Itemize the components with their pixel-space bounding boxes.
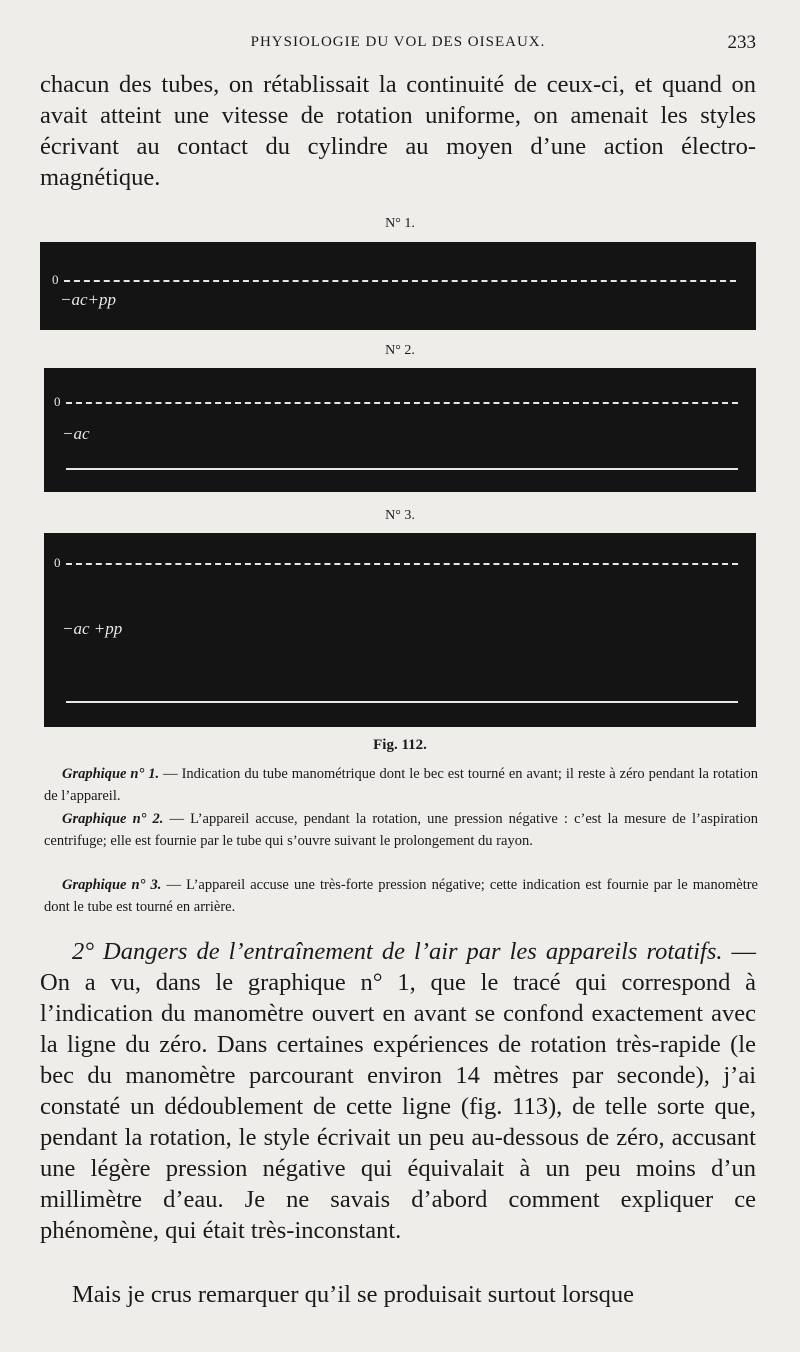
section-paragraph xyxy=(40,936,756,1246)
caption-graph-3 xyxy=(44,874,758,918)
section-title: 2° Dangers de l’entraînement de l’air par les appareils rotatifs. xyxy=(72,938,723,965)
graph-2-zero-line xyxy=(66,402,738,404)
paragraph-top: chacun des tubes, on rétablissait la continuité de ceux-ci, et quand on avait atteint une vitesse de rotation uniforme, on amenait les styles écrivant au contact du cylindre au moyen d’une action électro-magnétique. xyxy=(40,71,756,191)
graph-2-zero-label: 0 xyxy=(54,394,61,409)
graph-2 xyxy=(44,368,756,492)
graph-2-trace-label: −ac xyxy=(62,424,90,443)
graph-1-zero-label: 0 xyxy=(52,272,59,287)
caption-1-text: — Indication du tube manométrique dont le bec est tourné en avant; il reste à zéro pendant la rotation de l’appareil. xyxy=(44,766,758,804)
graph-3-zero-label: 0 xyxy=(54,555,61,570)
graph-1-trace-label: −ac+pp xyxy=(60,290,116,309)
graph-3 xyxy=(44,533,756,727)
caption-graph-1 xyxy=(44,763,758,807)
graph-1-label: N° 1. xyxy=(385,216,415,231)
page-header xyxy=(40,34,756,58)
graph-3-label: N° 3. xyxy=(385,508,415,523)
caption-graph-2 xyxy=(44,808,758,852)
running-title: PHYSIOLOGIE DU VOL DES OISEAUX. xyxy=(250,34,546,50)
caption-3-name: Graphique n° 3. xyxy=(62,877,162,893)
caption-2-name: Graphique n° 2. xyxy=(62,811,164,827)
graph-3-pressure-trace xyxy=(66,701,738,703)
graph-1-zero-line xyxy=(64,280,736,282)
section-text: — On a vu, dans le graphique n° 1, que le tracé qui correspond à l’indication du manomètre ouvert en avant se confond exactement avec la ligne du zéro. Dans certaines expériences de rotation très-rapide (le bec du manomètre parcourant environ 14 mètres par seconde), j’ai constaté un dédoublement de cette ligne (fig. 113), de telle sorte que, pendant la rotation, le style écrivait un peu au-dessous de zéro, accusant une légère pression négative qui équivalait à un peu moins d’un millimètre d’eau. Je ne savais d’abord comment expliquer ce phénomène, qui était très-inconstant. xyxy=(40,938,756,1244)
paragraph-last: Mais je crus remarquer qu’il se produisait surtout lorsque xyxy=(72,1281,635,1308)
graph-2-label: N° 2. xyxy=(385,343,415,358)
page-number: 233 xyxy=(727,32,756,53)
graph-3-trace-label: −ac +pp xyxy=(62,619,123,638)
caption-1-name: Graphique n° 1. xyxy=(62,766,160,782)
graph-2-pressure-trace xyxy=(66,468,738,470)
caption-2-text: — L’appareil accuse, pendant la rotation, une pression négative : c’est la mesure de l’aspiration centrifuge; elle est fournie par le tube qui s’ouvre suivant le prolongement du rayon. xyxy=(44,811,758,849)
graph-1 xyxy=(40,242,756,330)
graph-3-zero-line xyxy=(66,563,738,565)
figure-title: Fig. 112. xyxy=(373,737,427,753)
caption-3-text: — L’appareil accuse une très-forte pression négative; cette indication est fournie par le manomètre dont le tube est tourné en arrière. xyxy=(44,877,758,915)
